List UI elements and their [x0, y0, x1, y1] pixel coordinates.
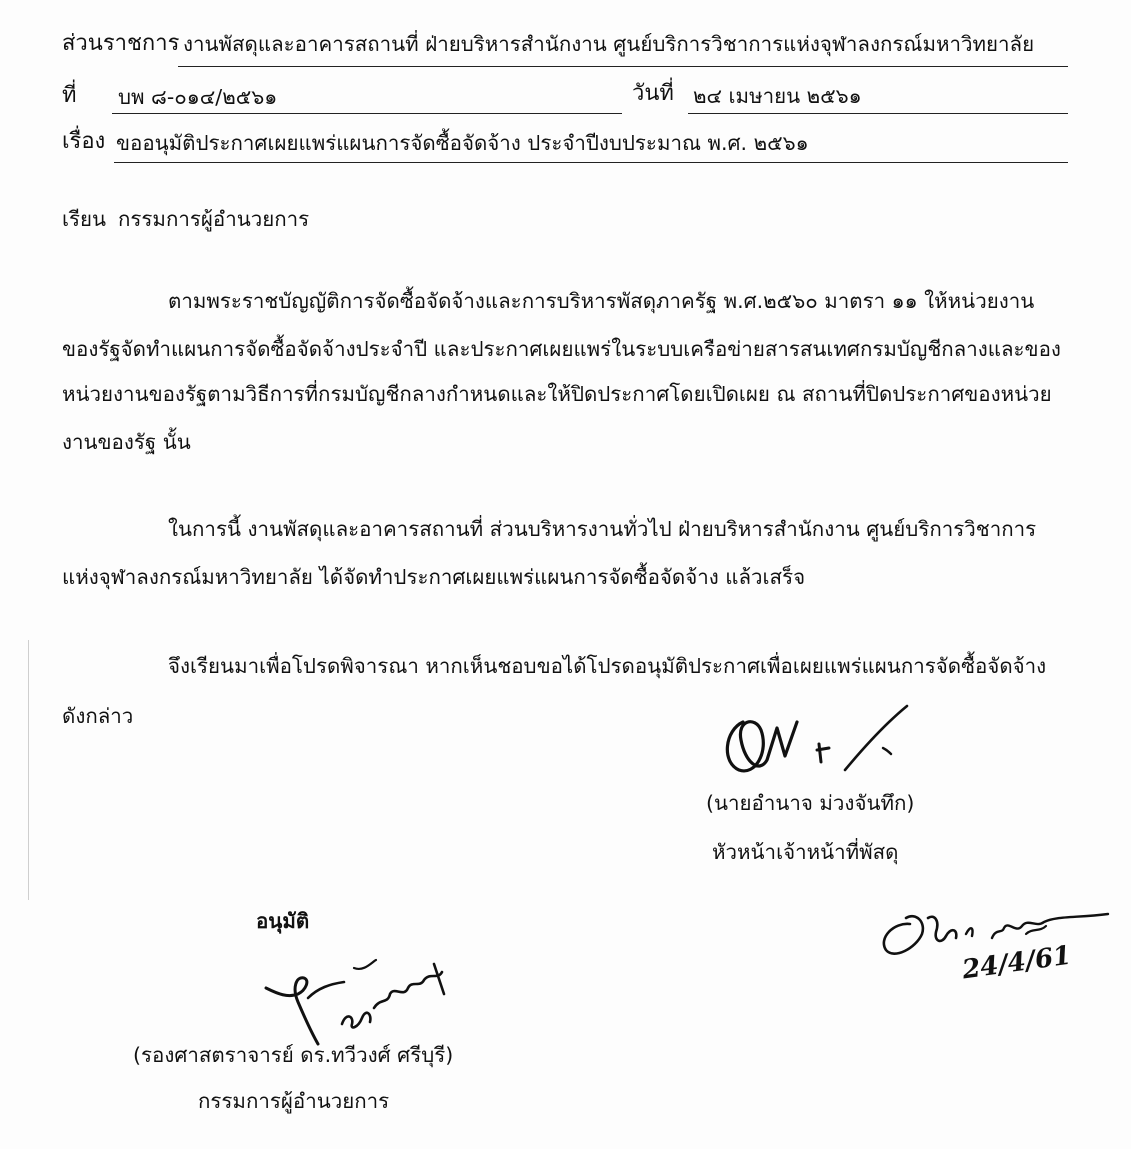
- subject-underline: [114, 162, 1068, 163]
- ref-label: ที่: [62, 83, 77, 108]
- ref-underline: [112, 113, 622, 114]
- signer1-name: (นายอำนาจ ม่วงจันทึก): [706, 791, 915, 815]
- para1-line3: หน่วยงานของรัฐตามวิธีการที่กรมบัญชีกลางกำหนดและให้ปิดประกาศโดยเปิดเผย ณ สถานที่ปิดประกาศของหน่วย: [62, 382, 1052, 406]
- agency-underline: [178, 66, 1068, 67]
- signer1-position: หัวหน้าเจ้าหน้าที่พัสดุ: [712, 840, 899, 864]
- para2-line2: แห่งจุฬาลงกรณ์มหาวิทยาลัย ได้จัดทำประกาศเผยแพร่แผนการจัดซื้อจัดจ้าง แล้วเสร็จ: [62, 565, 806, 589]
- para2-line1: ในการนี้ งานพัสดุและอาคารสถานที่ ส่วนบริหารงานทั่วไป ฝ่ายบริหารสำนักงาน ศูนย์บริการวิชาการ: [168, 517, 1037, 541]
- para1-line1: ตามพระราชบัญญัติการจัดซื้อจัดจ้างและการบริหารพัสดุภาครัฐ พ.ศ.๒๕๖๐ มาตรา ๑๑ ให้หน่วยงาน: [168, 289, 1035, 313]
- handwritten-date: 24/4/61: [960, 940, 1074, 986]
- approval-name: (รองศาสตราจารย์ ดร.ทวีวงศ์ ศรีบุรี): [133, 1043, 454, 1067]
- subject-value: ขออนุมัติประกาศเผยแพร่แผนการจัดซื้อจัดจ้าง ประจำปีงบประมาณ พ.ศ. ๒๕๖๑: [116, 131, 809, 155]
- para3-line2: ดังกล่าว: [62, 704, 134, 728]
- approval-label: อนุมัติ: [256, 909, 310, 933]
- scan-artifact-line: [28, 640, 29, 900]
- approval-signature-scribble: [258, 958, 458, 1048]
- agency-value: งานพัสดุและอาคารสถานที่ ฝ่ายบริหารสำนักงาน ศูนย์บริการวิชาการแห่งจุฬาลงกรณ์มหาวิทยาลัย: [183, 32, 1035, 56]
- para3-line1: จึงเรียนมาเพื่อโปรดพิจารณา หากเห็นชอบขอได้โปรดอนุมัติประกาศเพื่อเผยแพร่แผนการจัดซื้อจัดจ้าง: [168, 654, 1047, 678]
- date-label: วันที่: [632, 81, 674, 106]
- ref-value: บพ ๘-๐๑๔/๒๕๖๑: [118, 85, 278, 109]
- date-value: ๒๔ เมษายน ๒๕๖๑: [693, 84, 862, 108]
- salutation-label: เรียน: [62, 207, 107, 231]
- salutation-value: กรรมการผู้อำนวยการ: [118, 207, 310, 231]
- approval-position: กรรมการผู้อำนวยการ: [198, 1089, 390, 1113]
- agency-label: ส่วนราชการ: [62, 31, 180, 56]
- date-underline: [688, 113, 1068, 114]
- para1-line4: งานของรัฐ นั้น: [62, 430, 191, 454]
- subject-label: เรื่อง: [62, 129, 106, 154]
- para1-line2: ของรัฐจัดทำแผนการจัดซื้อจัดจ้างประจำปี และประกาศเผยแพร่ในระบบเครือข่ายสารสนเทศกรมบัญชีกลางและของ: [62, 337, 1061, 361]
- signature-1-scribble: [715, 700, 915, 785]
